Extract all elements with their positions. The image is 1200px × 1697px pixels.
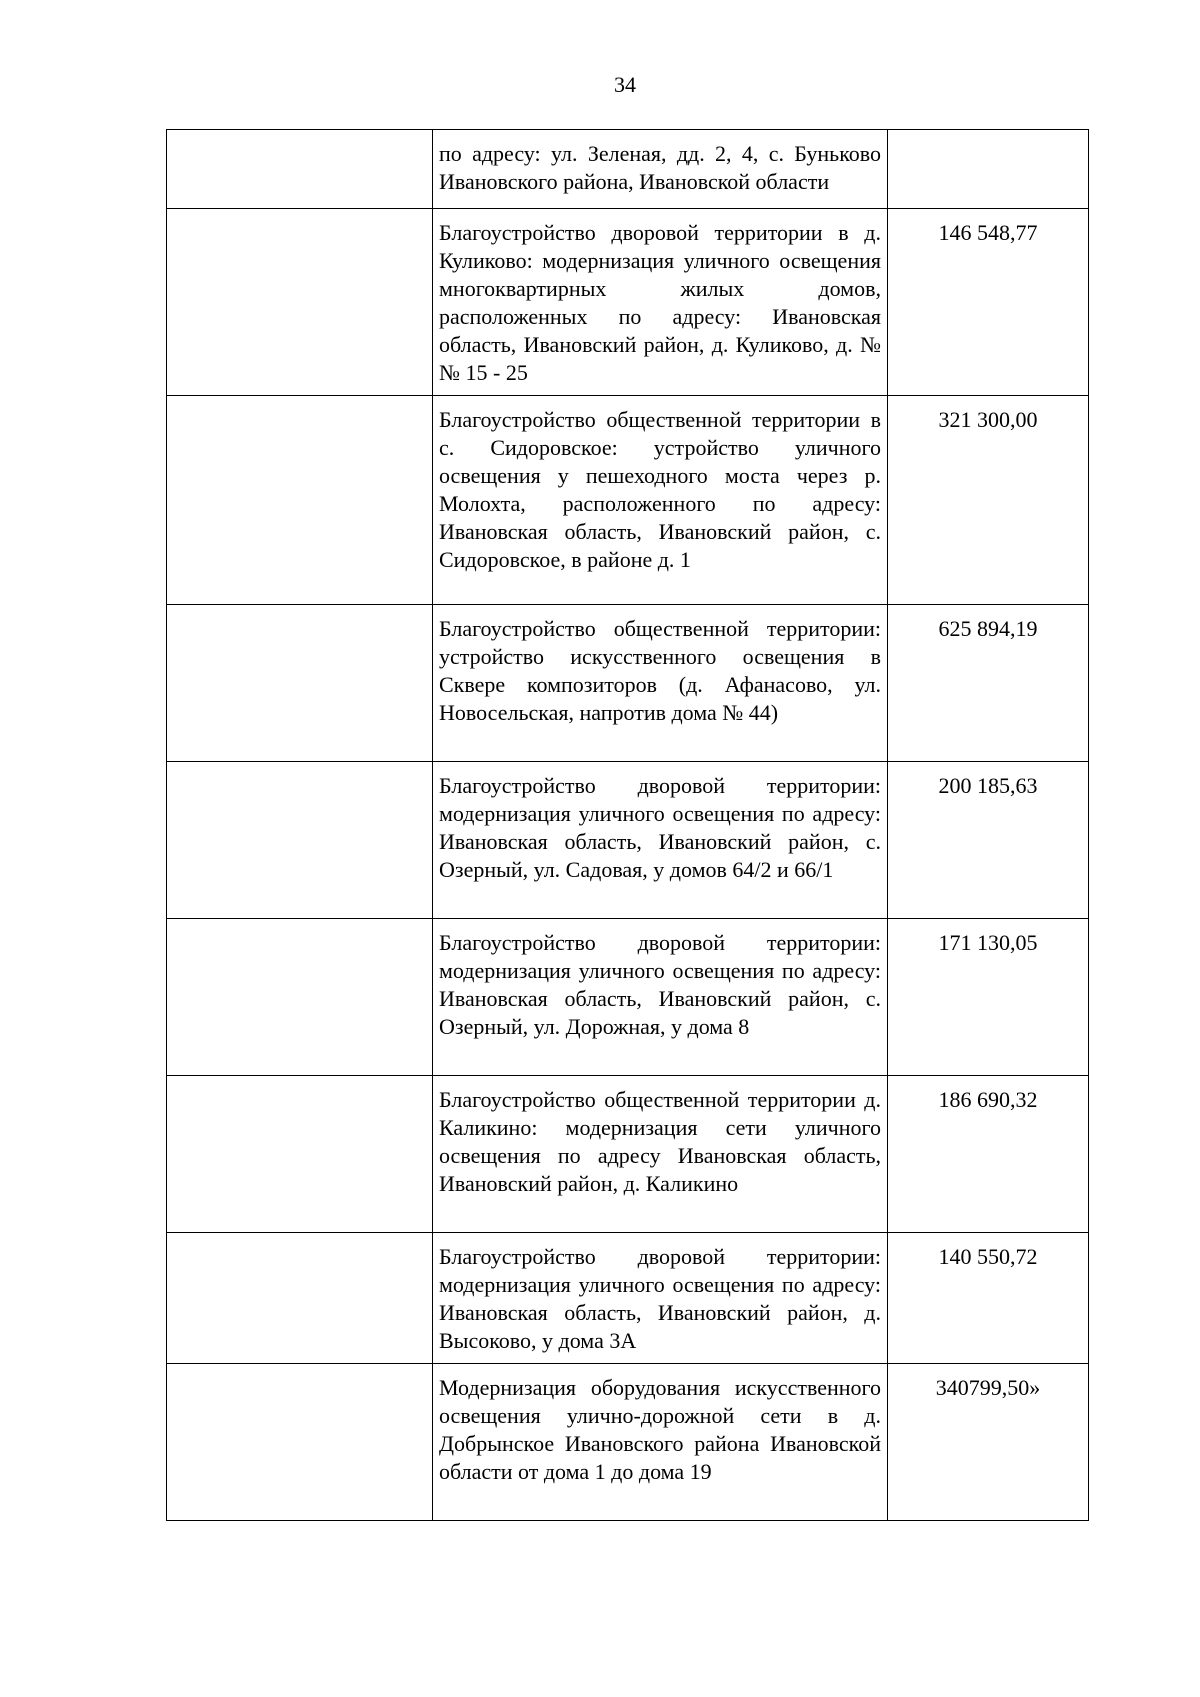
description-cell: Благоустройство общественной территории в с. Сидоровское: устройство уличного освещения у пешеходного моста через р. Молохта, расположенного по адресу: Ивановская область, Ивановский район, с. Сидоровское, в районе д. 1 bbox=[433, 396, 888, 605]
description-cell: Благоустройство общественной территории д. Каликино: модернизация сети уличного освещения по адресу Ивановская область, Ивановский район, д. Каликино bbox=[433, 1076, 888, 1233]
description-cell: Благоустройство общественной территории: устройство искусственного освещения в Сквере композиторов (д. Афанасово, ул. Новосельская, напротив дома № 44) bbox=[433, 605, 888, 762]
empty-cell bbox=[167, 130, 433, 209]
description-cell: Модернизация оборудования искусственного освещения улично-дорожной сети в д. Добрынское Ивановского района Ивановской области от дома 1 до дома 19 bbox=[433, 1364, 888, 1521]
amount-cell: 146 548,77 bbox=[888, 209, 1089, 396]
table-row bbox=[167, 605, 1089, 762]
empty-cell bbox=[167, 1233, 433, 1364]
amount-cell bbox=[888, 130, 1089, 209]
table-row bbox=[167, 1233, 1089, 1364]
amount-cell: 340799,50» bbox=[888, 1364, 1089, 1521]
empty-cell bbox=[167, 605, 433, 762]
empty-cell bbox=[167, 396, 433, 605]
empty-cell bbox=[167, 1076, 433, 1233]
description-cell: Благоустройство дворовой территории в д. Куликово: модернизация уличного освещения многоквартирных жилых домов, расположенных по адресу: Ивановская область, Ивановский район, д. Куликово, д. №№ 15 - 25 bbox=[433, 209, 888, 396]
amount-cell: 200 185,63 bbox=[888, 762, 1089, 919]
amount-cell: 140 550,72 bbox=[888, 1233, 1089, 1364]
amount-cell: 171 130,05 bbox=[888, 919, 1089, 1076]
empty-cell bbox=[167, 1364, 433, 1521]
table-row bbox=[167, 762, 1089, 919]
description-cell: Благоустройство дворовой территории: модернизация уличного освещения по адресу: Ивановская область, Ивановский район, д. Высоково, у дома 3А bbox=[433, 1233, 888, 1364]
page-number: 34 bbox=[614, 72, 636, 97]
works-table bbox=[166, 129, 1089, 1521]
amount-cell: 321 300,00 bbox=[888, 396, 1089, 605]
description-cell: Благоустройство дворовой территории: модернизация уличного освещения по адресу: Ивановская область, Ивановский район, с. Озерный, ул. Садовая, у домов 64/2 и 66/1 bbox=[433, 762, 888, 919]
empty-cell bbox=[167, 762, 433, 919]
description-cell: по адресу: ул. Зеленая, дд. 2, 4, с. Буньково Ивановского района, Ивановской области bbox=[433, 130, 888, 209]
empty-cell bbox=[167, 919, 433, 1076]
table-row bbox=[167, 1364, 1089, 1521]
table-row bbox=[167, 209, 1089, 396]
amount-cell: 625 894,19 bbox=[888, 605, 1089, 762]
table-row bbox=[167, 130, 1089, 209]
table-row bbox=[167, 919, 1089, 1076]
description-cell: Благоустройство дворовой территории: модернизация уличного освещения по адресу: Ивановская область, Ивановский район, с. Озерный, ул. Дорожная, у дома 8 bbox=[433, 919, 888, 1076]
amount-cell: 186 690,32 bbox=[888, 1076, 1089, 1233]
empty-cell bbox=[167, 209, 433, 396]
table-row bbox=[167, 396, 1089, 605]
table-row bbox=[167, 1076, 1089, 1233]
